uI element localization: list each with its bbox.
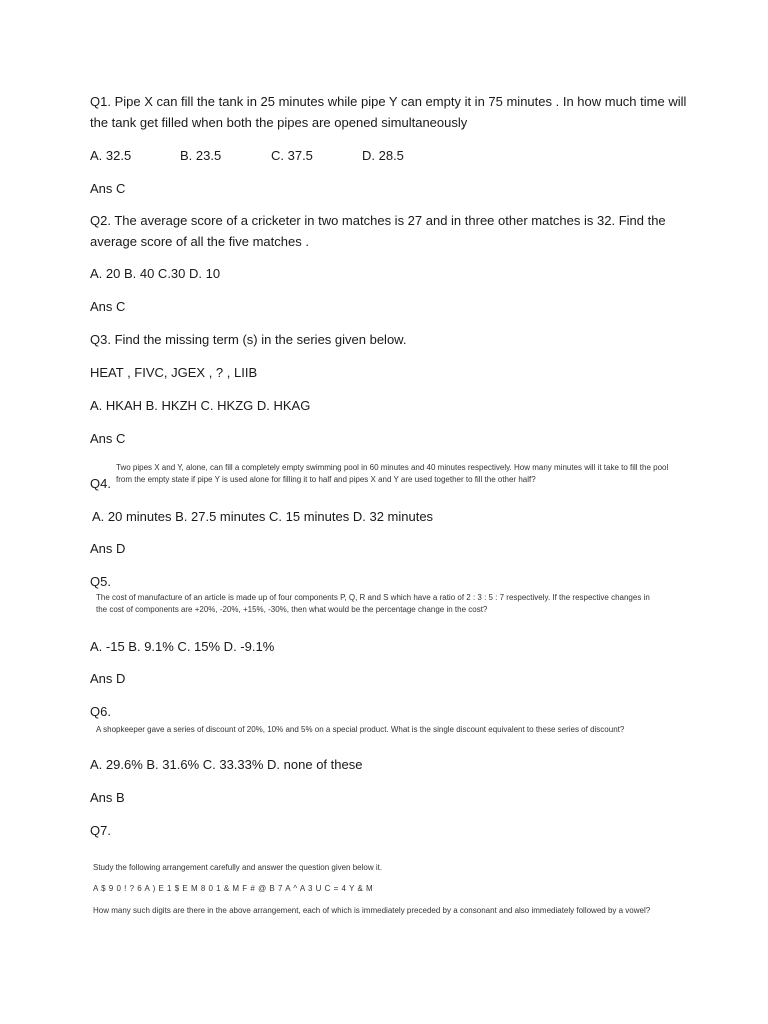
q5-answer: Ans D: [90, 671, 126, 686]
q6-text-1: A shopkeeper gave a series of discount of 20%, 10% and 5% on a special product. What is the single discount equivalent to these series of discount?: [96, 725, 625, 734]
q7-text-2: How many such digits are there in the above arrangement, each of which is immediately preceded by a consonant and also immediately followed by a vowel?: [93, 906, 651, 915]
q7-arrangement: A $ 9 0 ! ? 6 A ) E 1 $ E M 8 0 1 & M F # @ B 7 A ^ A 3 U C = 4 Y & M: [93, 884, 374, 893]
q2-line-2: average score of all the five matches .: [90, 234, 309, 249]
q5-options: A. -15 B. 9.1% C. 15% D. -9.1%: [90, 639, 275, 654]
q1-answer: Ans C: [90, 181, 126, 196]
q2-answer: Ans C: [90, 299, 126, 314]
q4-label: Q4.: [90, 476, 111, 491]
q2-options: A. 20 B. 40 C.30 D. 10: [90, 266, 221, 281]
q4-answer: Ans D: [90, 541, 126, 556]
q1-option-c: C. 37.5: [271, 148, 313, 163]
q3-answer: Ans C: [90, 431, 126, 446]
q3-series: HEAT , FIVC, JGEX , ? , LIIB: [90, 365, 258, 380]
q7-label: Q7.: [90, 823, 111, 838]
q1-line-1: Q1. Pipe X can fill the tank in 25 minutes while pipe Y can empty it in 75 minutes . In how much time will: [90, 94, 687, 109]
q6-answer: Ans B: [90, 790, 125, 805]
q6-label: Q6.: [90, 704, 111, 719]
q4-options: A. 20 minutes B. 27.5 minutes C. 15 minutes D. 32 minutes: [92, 509, 434, 524]
q1-line-2: the tank get filled when both the pipes are opened simultaneously: [90, 115, 468, 130]
q3-line-1: Q3. Find the missing term (s) in the series given below.: [90, 332, 407, 347]
q4-text-2: from the empty state if pipe Y is used alone for filling it to half and pipes X and Y are used together to fill the other half?: [116, 475, 536, 484]
q3-options: A. HKAH B. HKZH C. HKZG D. HKAG: [90, 398, 311, 413]
q4-text-1: Two pipes X and Y, alone, can fill a completely empty swimming pool in 60 minutes and 40 minutes respectively. How many minutes will it take to fill the pool: [116, 463, 669, 472]
q5-text-2: the cost of components are +20%, -20%, +15%, -30%, then what would be the percentage change in the cost?: [96, 605, 488, 614]
q6-options: A. 29.6% B. 31.6% C. 33.33% D. none of these: [90, 757, 363, 772]
q1-option-a: A. 32.5: [90, 148, 132, 163]
q5-label: Q5.: [90, 574, 111, 589]
q2-line-1: Q2. The average score of a cricketer in two matches is 27 and in three other matches is 32. Find the: [90, 213, 666, 228]
q1-option-d: D. 28.5: [362, 148, 404, 163]
q5-text-1: The cost of manufacture of an article is made up of four components P, Q, R and S which have a ratio of 2 : 3 : 5 : 7 respectively. If the respective changes in: [96, 593, 650, 602]
q7-text-1: Study the following arrangement carefully and answer the question given below it.: [93, 863, 383, 872]
q1-option-b: B. 23.5: [180, 148, 222, 163]
